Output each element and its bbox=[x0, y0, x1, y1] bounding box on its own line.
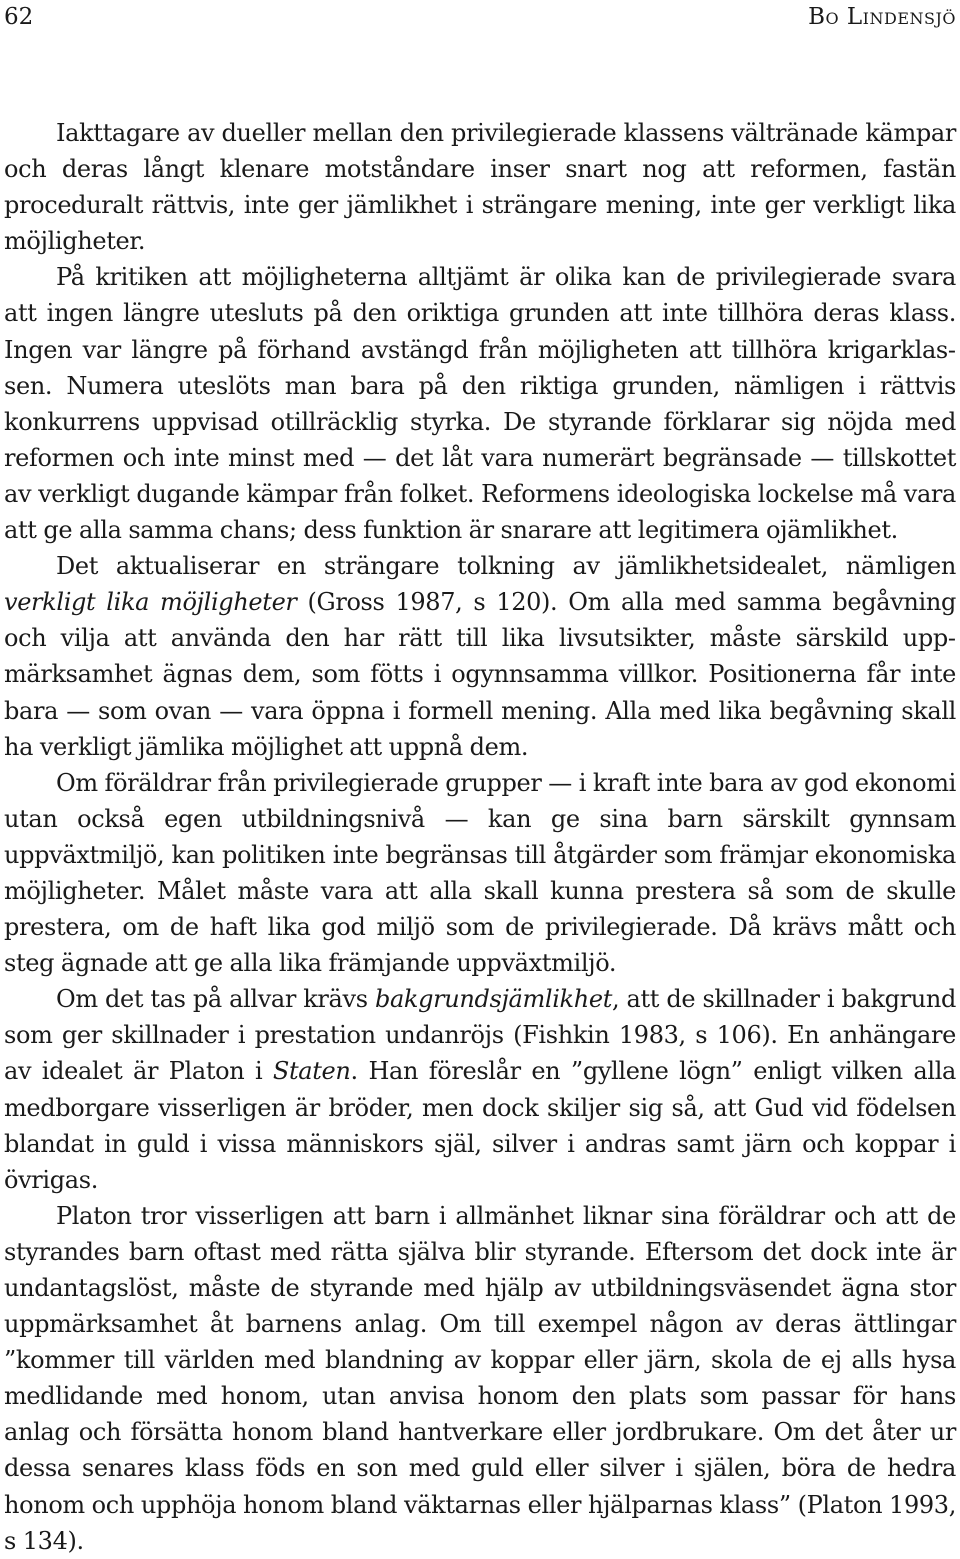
text-run: (Gross 1987, s 120). Om alla med samma begåvning och vilja att använda den har rätt till lika livsutsikter, måste särskild uppmärksamhet ägnas dem, som fötts i ogynnsamma villkor. Positionerna får inte bara — som ovan — vara öppna i formell mening. Alla med lika begåvning skall ha verkligt jämlika möjlighet att uppnå dem. bbox=[4, 588, 956, 761]
paragraph bbox=[4, 259, 956, 548]
paragraph bbox=[4, 1198, 956, 1559]
italic-text: Staten bbox=[272, 1057, 351, 1086]
text-run: , att de skillnader i bakgrund som ger skillnader i prestation undanröjs (Fishkin 1983, s 106). En anhängare av idealet är Platon i bbox=[4, 985, 957, 1086]
text-run: Det aktualiserar en strängare tolkning av jämlikhetsidealet, nämligen bbox=[56, 552, 956, 581]
page-number: 62 bbox=[4, 4, 34, 30]
italic-text: verkligt lika möjligheter bbox=[4, 588, 297, 617]
paragraph bbox=[4, 548, 956, 765]
page-header bbox=[0, 0, 960, 50]
paragraph bbox=[4, 115, 956, 259]
text-run: Om det tas på allvar krävs bbox=[56, 985, 375, 1014]
text-run: Platon tror visserligen att barn i allmänhet liknar sina föräldrar och att de styrandes barn oftast med rätta själva blir styrande. Eftersom det dock inte är undantagslöst, måste de styrande med hjälp av utbildningsväsendet ägna stor uppmärksamhet åt barnens anlag. Om till exempel någon av deras ättlingar ”kommer till världen med blandning av koppar eller järn, skola de ej alls hysa medlidande med honom, utan anvisa honom den plats som passar för hans anlag och försätta honom bland hantverkare eller jordbrukare. Om det åter ur dessa senares klass föds en son med guld eller silver i själen, böra de hedra honom och upphöja honom bland väktarnas eller hjälparnas klass” (Platon 1993, s 134). bbox=[4, 1201, 956, 1555]
text-run: Iakttagare av dueller mellan den privilegierade klassens vältränade kämpar och deras långt klenare motståndare inser snart nog att reformen, fastän proceduralt rättvis, inte ger jämlikhet i strängare mening, inte ger verkligt lika möjligheter. bbox=[4, 119, 956, 256]
body-text bbox=[4, 115, 956, 1559]
paragraph bbox=[4, 765, 956, 982]
text-run: Om föräldrar från privilegierade grupper — i kraft inte bara av god ekonomi utan också egen utbildningsnivå — kan ge sina barn särskilt gynnsam uppväxtmiljö, kan politiken inte begränsas till åtgärder som främjar ekonomiska möjligheter. Målet måste vara att alla skall kunna prestera så som de skulle prestera, om de haft lika god miljö som de privilegierade. Då krävs mått och steg ägnade att ge alla lika främjande uppväxtmiljö. bbox=[4, 768, 956, 978]
running-head: Bo Lindensjö bbox=[808, 4, 956, 30]
text-run: . Han föreslår en ”gyllene lögn” enligt vilken alla medborgare visserligen är bröder, men dock skiljer sig så, att Gud vid födelsen blandat in guld i vissa människors själ, silver i andras samt järn och koppar i övrigas. bbox=[4, 1057, 956, 1194]
italic-text: bakgrundsjämlikhet bbox=[374, 985, 613, 1014]
text-run: På kritiken att möjligheterna alltjämt är olika kan de privilegierade svara att ingen längre utesluts på den oriktiga grunden att inte tillhöra deras klass. Ingen var längre på förhand avstängd från möjligheten att tillhöra krigarklassen. Numera uteslöts man bara på den riktiga grunden, nämligen i rättvis konkurrens uppvisad otillräcklig styrka. De styrande förklarar sig nöjda med reformen och inte minst med — det låt vara numerärt begränsade — tillskottet av verkligt dugande kämpar från folket. Reformens ideologiska lockelse må vara att ge alla samma chans; dess funktion är snarare att legitimera ojämlikhet. bbox=[4, 263, 956, 545]
paragraph bbox=[4, 981, 956, 1198]
